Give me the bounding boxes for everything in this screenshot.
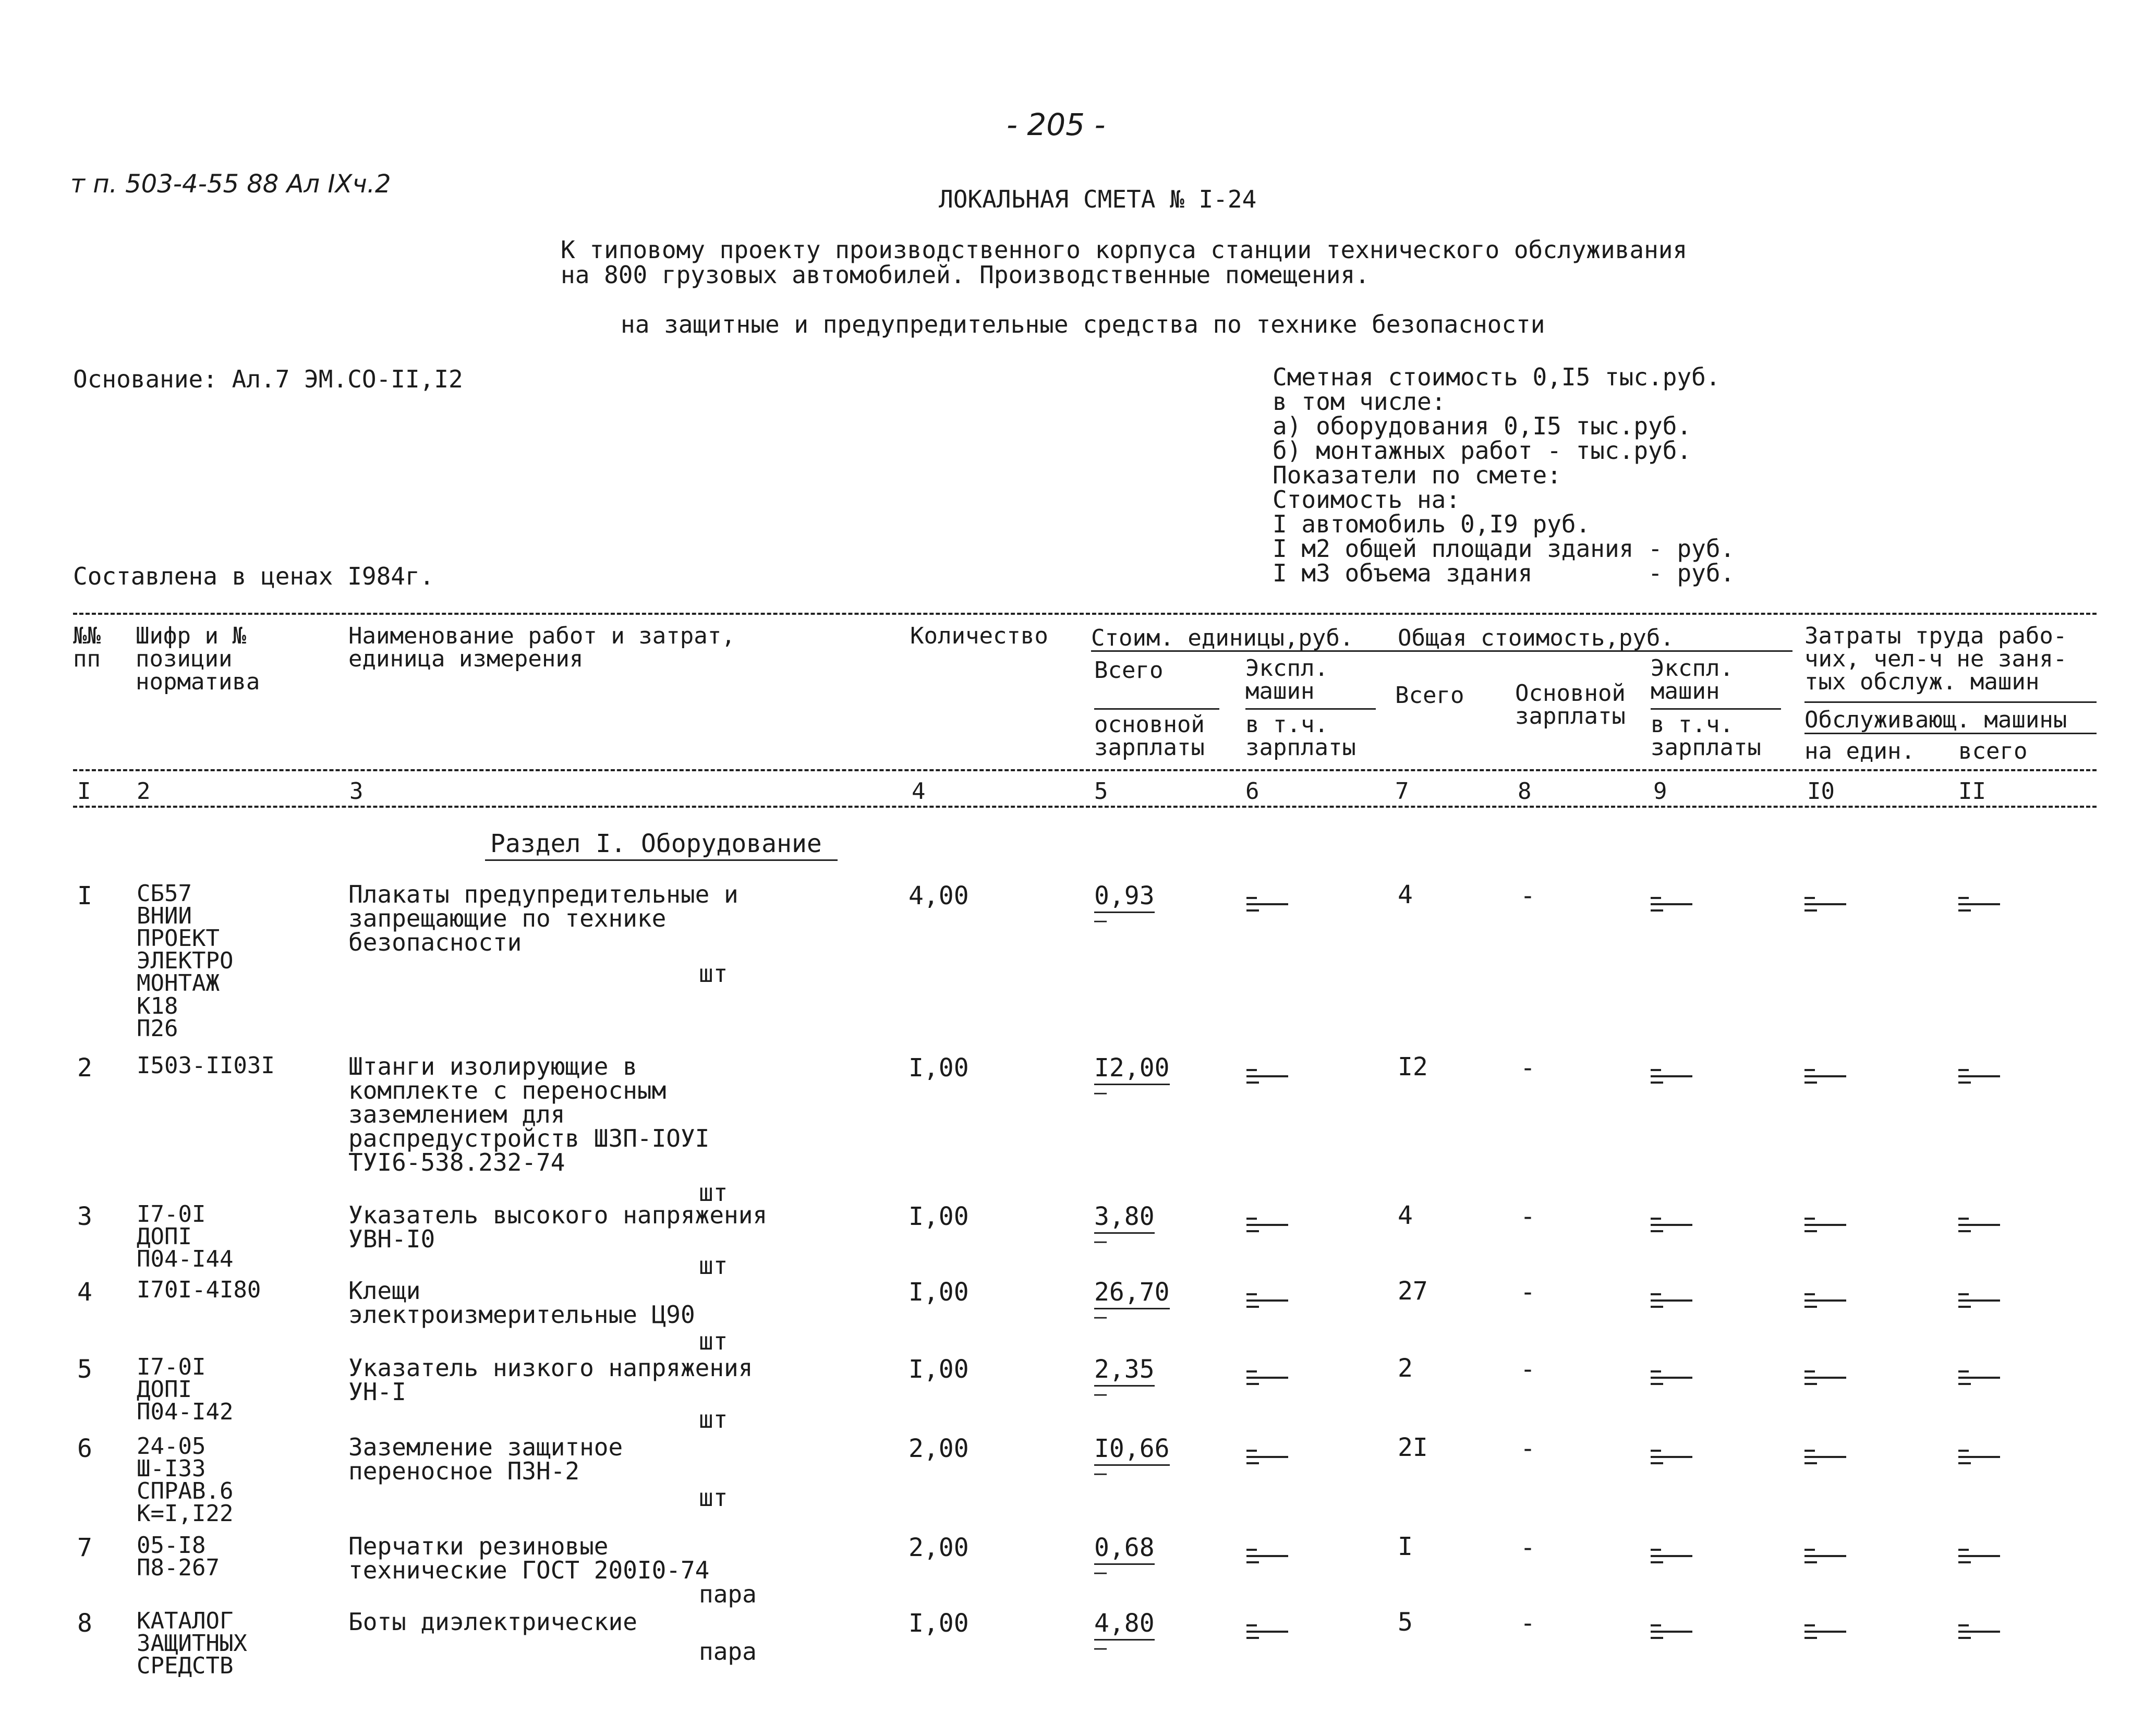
header-col-1: №№ пп — [73, 623, 101, 672]
header-col-7: Всего — [1395, 682, 1464, 709]
cost-per-heading: Стоимость на: — [1273, 485, 1461, 514]
row-base-salary: - — [1520, 1202, 1535, 1231]
header-col-10: на един. — [1804, 738, 1915, 764]
row-unit-cost-salary: – — [1094, 908, 1107, 932]
row-base-salary: - — [1520, 1355, 1535, 1384]
row-col-6-dash-mark — [1246, 893, 1288, 912]
row-unit: шт — [699, 1405, 728, 1434]
row-code: СБ57 ВНИИ ПРОЕКТ ЭЛЕКТРО МОНТАЖ К18 П26 — [137, 880, 234, 1042]
row-col-6-dash-mark — [1246, 1213, 1288, 1232]
row-col-9-dash-mark — [1651, 893, 1692, 912]
header-labor-group: Затраты труда рабо- чих, чел-ч не заня- тых обслуж. машин — [1804, 623, 2067, 695]
col-number-7: 7 — [1395, 778, 1409, 805]
row-total-cost: I2 — [1398, 1052, 1428, 1082]
col-number-8: 8 — [1518, 778, 1532, 805]
header-col-9-top: Экспл. машин — [1651, 655, 1734, 704]
row-name: Штанги изолирующие в комплекте с переносным заземлением для распредустройств ШЗП-IОУI ТУI6-538.232-74 — [348, 1052, 710, 1176]
row-unit: пара — [699, 1637, 757, 1666]
row-unit-cost: 4,80 — [1094, 1609, 1155, 1641]
row-unit-cost: 0,68 — [1094, 1533, 1155, 1565]
estimate-purpose: на защитные и предупредительные средства по технике безопасности — [621, 310, 1545, 338]
cost-group-rule — [1091, 650, 1792, 652]
header-col-5-top: Всего — [1094, 657, 1164, 684]
row-unit-cost-salary: – — [1094, 1560, 1107, 1584]
row-col-10-dash-mark — [1804, 1213, 1846, 1232]
row-quantity: 2,00 — [909, 1434, 969, 1463]
row-name: Клещи электроизмерительные Ц90 — [348, 1277, 695, 1329]
row-base-salary: - — [1520, 881, 1535, 910]
col-number-4: 4 — [912, 778, 926, 805]
row-col-6-dash-mark — [1246, 1545, 1288, 1563]
row-total-cost: I — [1398, 1532, 1413, 1561]
row-code: I7-0I ДОПI П04-I42 — [137, 1354, 234, 1426]
row-quantity: 2,00 — [909, 1533, 969, 1562]
row-unit: пара — [699, 1580, 757, 1608]
header-total-cost-group: Общая стоимость,руб. — [1398, 625, 1674, 651]
row-col-9-dash-mark — [1651, 1213, 1692, 1232]
row-total-cost: 2 — [1398, 1354, 1413, 1383]
col-5-divider — [1094, 708, 1219, 710]
header-unit-cost-group: Стоим. единицы,руб. — [1091, 625, 1354, 651]
col-number-2: 2 — [137, 778, 151, 805]
col-number-1: I — [77, 778, 91, 805]
row-col-6-dash-mark — [1246, 1289, 1288, 1308]
row-unit: шт — [699, 959, 728, 988]
estimate-basis: Основание: Ал.7 ЭМ.СО-II,I2 — [73, 365, 463, 393]
row-unit-cost: 2,35 — [1094, 1355, 1155, 1387]
row-number: 6 — [77, 1434, 92, 1463]
header-col-8: Основной зарплаты — [1515, 680, 1626, 730]
row-col-10-dash-mark — [1804, 1445, 1846, 1464]
header-col-6-bottom: в т.ч. зарплаты — [1245, 711, 1356, 761]
row-unit: шт — [699, 1252, 728, 1280]
header-col-9-bottom: в т.ч. зарплаты — [1651, 711, 1761, 761]
cost-total-line: Сметная стоимость 0,I5 тыс.руб. — [1273, 363, 1721, 391]
col-number-10: I0 — [1807, 778, 1835, 805]
document-title: ЛОКАЛЬНАЯ СМЕТА № I-24 — [939, 185, 1257, 213]
header-col-11: всего — [1958, 738, 2028, 764]
row-number: 5 — [77, 1355, 92, 1384]
row-name: Заземление защитное переносное ПЗН-2 — [348, 1433, 623, 1485]
row-unit-cost-salary: – — [1094, 1229, 1107, 1253]
row-name: Перчатки резиновые технические ГОСТ 200I0-74 — [348, 1532, 710, 1584]
row-unit-cost-salary: – — [1094, 1382, 1107, 1406]
row-name: Плакаты предупредительные и запрещающие по технике безопасности — [348, 880, 738, 956]
row-quantity: I,00 — [909, 1202, 969, 1231]
row-quantity: 4,00 — [909, 881, 969, 910]
row-unit: шт — [699, 1327, 728, 1355]
row-number: I — [77, 881, 92, 910]
row-base-salary: - — [1520, 1278, 1535, 1307]
row-quantity: I,00 — [909, 1278, 969, 1307]
row-unit-cost: I2,00 — [1094, 1053, 1170, 1085]
row-col-11-dash-mark — [1958, 1366, 2000, 1385]
prices-year: Составлена в ценах I984г. — [73, 562, 434, 590]
col-numbers-rule — [73, 806, 2097, 808]
row-col-11-dash-mark — [1958, 1065, 2000, 1084]
row-total-cost: 4 — [1398, 880, 1413, 909]
row-col-6-dash-mark — [1246, 1065, 1288, 1084]
row-base-salary: - — [1520, 1434, 1535, 1463]
header-col-5-bottom: основной зарплаты — [1094, 711, 1205, 761]
row-col-9-dash-mark — [1651, 1065, 1692, 1084]
row-code: I7-0I ДОПI П04-I44 — [137, 1201, 234, 1273]
col-number-9: 9 — [1653, 778, 1667, 805]
row-unit-cost-salary: – — [1094, 1305, 1107, 1329]
header-col-3: Наименование работ и затрат, единица измерения — [348, 623, 735, 672]
row-unit-cost-salary: – — [1094, 1636, 1107, 1660]
col-6-divider — [1245, 708, 1376, 710]
row-col-9-dash-mark — [1651, 1366, 1692, 1385]
row-col-9-dash-mark — [1651, 1620, 1692, 1639]
row-base-salary: - — [1520, 1053, 1535, 1083]
row-code: КАТАЛОГ ЗАЩИТНЫХ СРЕДСТВ — [137, 1608, 247, 1680]
cost-per-vehicle: I автомобиль 0,I9 руб. — [1273, 510, 1591, 538]
row-col-10-dash-mark — [1804, 1545, 1846, 1563]
header-col-6-top: Экспл. машин — [1245, 655, 1328, 704]
row-name: Указатель высокого напряжения УВН-I0 — [348, 1201, 768, 1253]
row-col-6-dash-mark — [1246, 1366, 1288, 1385]
row-col-11-dash-mark — [1958, 1445, 2000, 1464]
row-code: 24-05 Ш-I33 СПРАВ.6 К=I,I22 — [137, 1433, 234, 1527]
row-number: 4 — [77, 1278, 92, 1307]
row-quantity: I,00 — [909, 1053, 969, 1083]
row-base-salary: - — [1520, 1533, 1535, 1562]
project-stamp: т п. 503-4-55 88 Ал IХч.2 — [70, 169, 391, 199]
row-col-11-dash-mark — [1958, 1213, 2000, 1232]
row-col-6-dash-mark — [1246, 1445, 1288, 1464]
row-col-10-dash-mark — [1804, 1620, 1846, 1639]
cost-per-m3: I м3 объема здания - руб. — [1273, 559, 1735, 587]
row-total-cost: 5 — [1398, 1608, 1413, 1637]
header-col-2: Шифр и № позиции норматива — [136, 623, 260, 695]
cost-equipment-line: а) оборудования 0,I5 тыс.руб. — [1273, 412, 1692, 440]
col-number-3: 3 — [349, 778, 364, 805]
section-title: Раздел I. Оборудование — [485, 829, 838, 861]
row-col-11-dash-mark — [1958, 1620, 2000, 1639]
row-unit-cost: I0,66 — [1094, 1434, 1170, 1466]
labor-group-rule — [1804, 701, 2097, 703]
col-number-11: II — [1958, 778, 1986, 805]
row-number: 7 — [77, 1533, 92, 1562]
row-unit-cost-salary: – — [1094, 1080, 1107, 1104]
row-unit-cost: 26,70 — [1094, 1278, 1170, 1309]
header-service-group: Обслуживающ. машины — [1804, 707, 2067, 733]
row-unit: шт — [699, 1484, 728, 1512]
cost-installation-line: б) монтажных работ - тыс.руб. — [1273, 436, 1692, 465]
col-9-divider — [1651, 708, 1781, 710]
row-unit-cost-salary: – — [1094, 1461, 1107, 1485]
row-unit-cost: 3,80 — [1094, 1202, 1155, 1234]
row-col-11-dash-mark — [1958, 1289, 2000, 1308]
row-total-cost: 27 — [1398, 1277, 1428, 1306]
row-col-9-dash-mark — [1651, 1445, 1692, 1464]
cost-per-m2: I м2 общей площади здания - руб. — [1273, 534, 1735, 563]
row-unit-cost: 0,93 — [1094, 881, 1155, 913]
row-col-9-dash-mark — [1651, 1289, 1692, 1308]
row-code: 05-I8 П8-267 — [137, 1532, 220, 1582]
page-number: - 205 - — [1007, 107, 1106, 142]
row-col-6-dash-mark — [1246, 1620, 1288, 1639]
header-col-4: Количество — [910, 623, 1048, 649]
row-col-10-dash-mark — [1804, 893, 1846, 912]
row-col-10-dash-mark — [1804, 1065, 1846, 1084]
row-total-cost: 2I — [1398, 1433, 1428, 1462]
row-base-salary: - — [1520, 1609, 1535, 1638]
subtitle-line-1: К типовому проекту производственного корпуса станции технического обслуживания — [561, 236, 1688, 264]
row-name: Указатель низкого напряжения УН-I — [348, 1354, 753, 1406]
header-bottom-rule — [73, 769, 2097, 771]
service-group-rule — [1804, 733, 2097, 734]
cost-including-line: в том числе: — [1273, 387, 1446, 416]
row-col-10-dash-mark — [1804, 1366, 1846, 1385]
row-col-11-dash-mark — [1958, 893, 2000, 912]
row-code: I503-II03I — [137, 1052, 275, 1079]
row-number: 2 — [77, 1053, 92, 1083]
row-number: 3 — [77, 1202, 92, 1231]
row-col-10-dash-mark — [1804, 1289, 1846, 1308]
subtitle-line-2: на 800 грузовых автомобилей. Производственные помещения. — [561, 261, 1370, 289]
row-quantity: I,00 — [909, 1355, 969, 1384]
row-unit: шт — [699, 1179, 728, 1207]
row-col-9-dash-mark — [1651, 1545, 1692, 1563]
indicators-heading: Показатели по смете: — [1273, 461, 1561, 489]
row-col-11-dash-mark — [1958, 1545, 2000, 1563]
cost-summary-block — [1273, 365, 1735, 586]
row-quantity: I,00 — [909, 1609, 969, 1638]
row-name: Боты диэлектрические — [348, 1608, 637, 1636]
row-number: 8 — [77, 1609, 92, 1638]
col-number-5: 5 — [1094, 778, 1108, 805]
table-top-rule — [73, 613, 2097, 615]
row-code: I70I-4I80 — [137, 1277, 261, 1303]
col-number-6: 6 — [1245, 778, 1259, 805]
row-total-cost: 4 — [1398, 1201, 1413, 1230]
